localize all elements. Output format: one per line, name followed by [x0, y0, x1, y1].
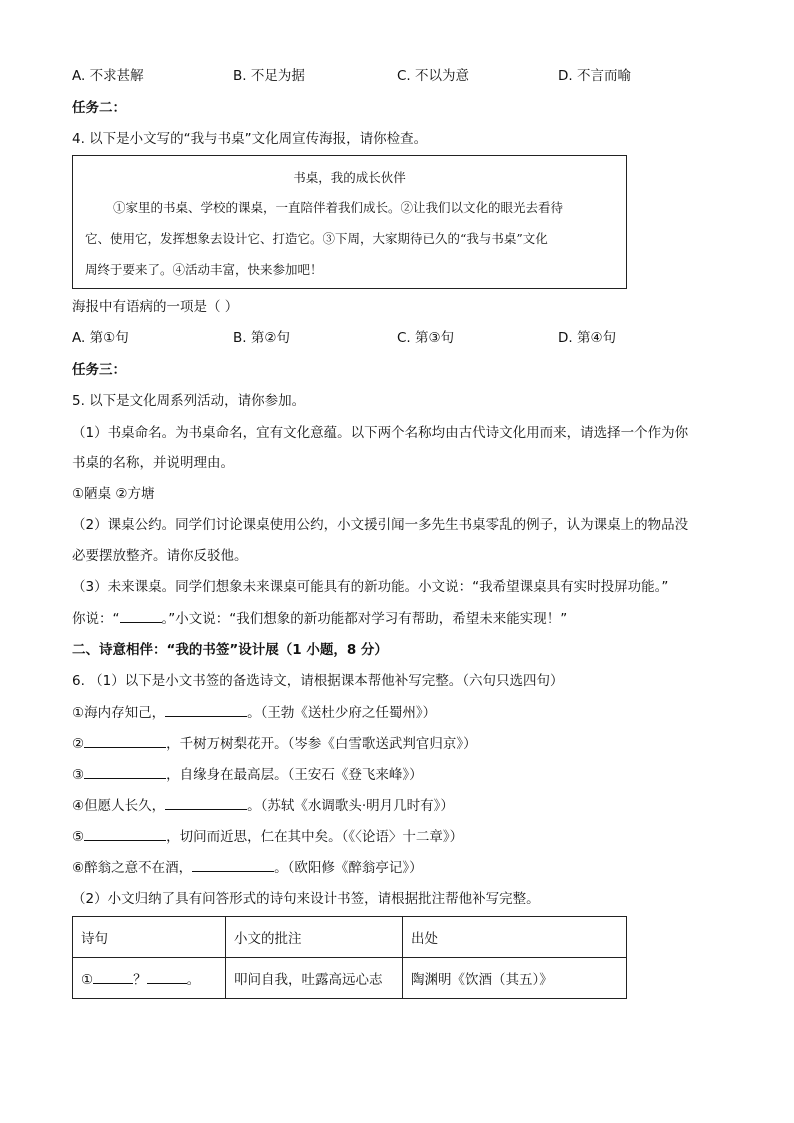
- q6-item-5: ⑤ ，切问而近思，仁在其中矣。（《〈论语〉十二章》）: [72, 826, 463, 847]
- table-cell-poem: ① ？ 。: [73, 958, 226, 999]
- q6-item-4: ④但愿人长久， 。（苏轼《水调歌头·明月几时有》）: [72, 795, 454, 816]
- table-header-cell: 诗句: [73, 917, 226, 958]
- q4-question: 海报中有语病的一项是（ ）: [72, 299, 239, 315]
- table-cell-note: 叩问自我，吐露高远心志: [226, 958, 403, 999]
- table-cell-source: 陶渊明《饮酒（其五）》: [403, 958, 627, 999]
- answer-blank[interactable]: [84, 733, 166, 748]
- answer-blank[interactable]: [165, 702, 247, 717]
- q3-option-c[interactable]: C. 不以为意: [397, 68, 470, 84]
- q6-part2-stem: （2）小文归纳了具有问答形式的诗句来设计书签，请根据批注帮他补写完整。: [72, 891, 540, 907]
- table-header-row: [73, 917, 627, 958]
- section2-heading: 二、诗意相伴：“我的书签”设计展（1 小题，8 分）: [72, 642, 388, 658]
- q3-option-a[interactable]: A. 不求甚解: [72, 68, 144, 84]
- q6-item-3: ③ ，自缘身在最高层。（王安石《登飞来峰》）: [72, 764, 423, 785]
- answer-blank[interactable]: [84, 764, 166, 779]
- q6-item-2: ② ，千树万树梨花开。（岑参《白雪歌送武判官归京》）: [72, 733, 477, 754]
- answer-blank[interactable]: [93, 969, 133, 984]
- answer-blank[interactable]: [192, 857, 274, 872]
- table-row: [73, 958, 627, 999]
- q6-item-6: ⑥醉翁之意不在酒， 。（欧阳修《醉翁亭记》）: [72, 857, 423, 878]
- q4-option-d[interactable]: D. 第④句: [558, 330, 617, 346]
- table-header-cell: 小文的批注: [226, 917, 403, 958]
- q4-option-b[interactable]: B. 第②句: [233, 330, 290, 346]
- bookmark-table: [72, 916, 627, 999]
- q5-part3-line2: 你说：“ 。”小文说：“我们想象的新功能都对学习有帮助，希望未来能实现！”: [72, 608, 567, 629]
- q3-option-b[interactable]: B. 不足为据: [233, 68, 305, 84]
- q5-part1-line1: （1）书桌命名。为书桌命名，宜有文化意蕴。以下两个名称均由古代诗文化用而来，请选择一个作为你: [72, 425, 689, 441]
- answer-blank[interactable]: [84, 826, 166, 841]
- poster-line-1: ①家里的书桌、学校的课桌，一直陪伴着我们成长。②让我们以文化的眼光去看待: [113, 200, 564, 215]
- answer-blank[interactable]: [147, 969, 187, 984]
- answer-blank[interactable]: [165, 795, 247, 810]
- q6-item-1: ①海内存知己， 。（王勃《送杜少府之任蜀州》）: [72, 702, 436, 723]
- poster-line-2: 它、使用它，发挥想象去设计它、打造它。③下周，大家期待已久的“我与书桌”文化: [85, 231, 548, 246]
- poster-box: [72, 155, 627, 289]
- poster-line-3: 周终于要来了。④活动丰富，快来参加吧！: [85, 262, 323, 277]
- q3-option-d[interactable]: D. 不言而喻: [558, 68, 631, 84]
- q5-part2-line1: （2）课桌公约。同学们讨论课桌使用公约，小文援引闻一多先生书桌零乱的例子，认为课桌上的物品没: [72, 517, 689, 533]
- q4-option-c[interactable]: C. 第③句: [397, 330, 455, 346]
- task3-heading: 任务三：: [72, 362, 126, 378]
- q5-part1-line2: 书桌的名称，并说明理由。: [72, 455, 234, 471]
- poster-title: 书桌，我的成长伙伴: [293, 170, 406, 185]
- q4-option-a[interactable]: A. 第①句: [72, 330, 129, 346]
- q5-stem: 5. 以下是文化周系列活动，请你参加。: [72, 393, 306, 409]
- q4-stem: 4. 以下是小文写的“我与书桌”文化周宣传海报，请你检查。: [72, 131, 428, 147]
- answer-blank[interactable]: [120, 608, 162, 623]
- q5-part3-line1: （3）未来课桌。同学们想象未来课桌可能具有的新功能。小文说：“我希望课桌具有实时投屏功能。”: [72, 579, 669, 595]
- task2-heading: 任务二：: [72, 100, 126, 116]
- q5-part2-line2: 必要摆放整齐。请你反驳他。: [72, 548, 248, 564]
- q6-part1-stem: 6. （1）以下是小文书签的备选诗文，请根据课本帮他补写完整。（六句只选四句）: [72, 673, 564, 689]
- q5-name-choices: ①陋桌 ②方塘: [72, 486, 155, 502]
- table-header-cell: 出处: [403, 917, 627, 958]
